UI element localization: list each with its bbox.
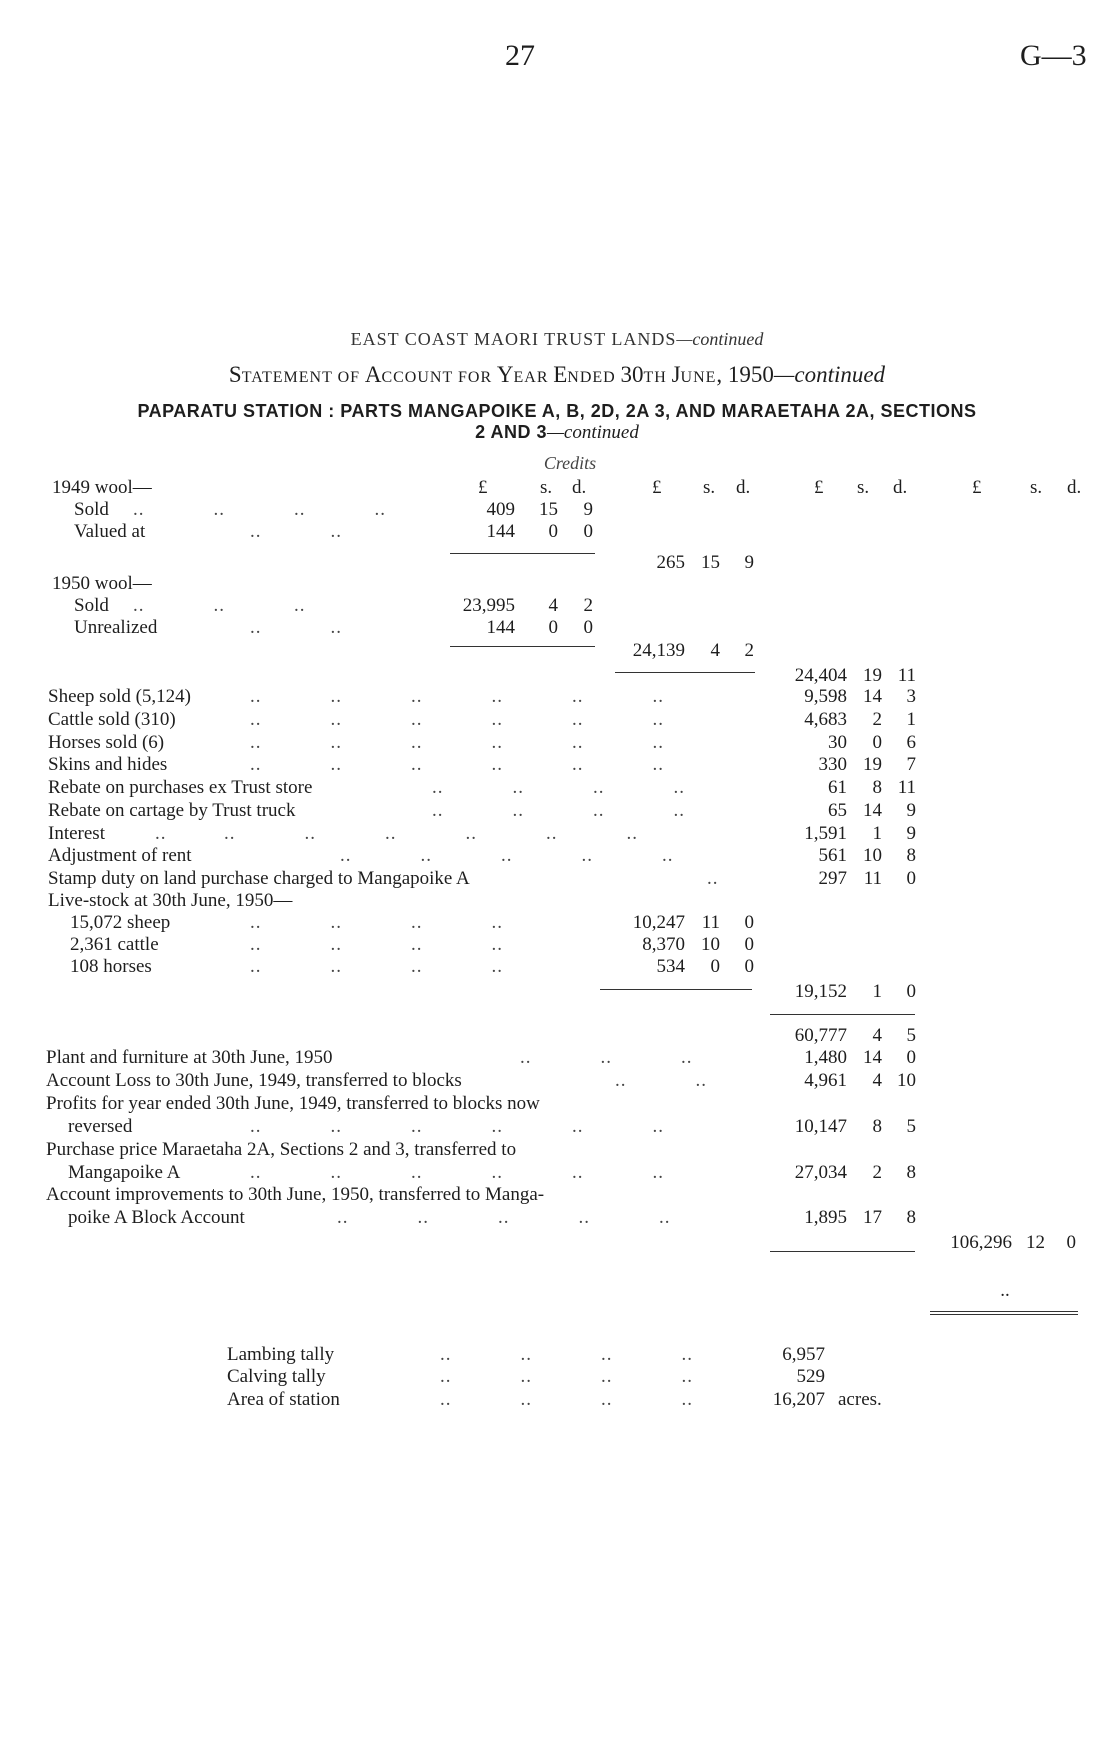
wool-1950-unrealized-label: Unrealized	[74, 617, 158, 638]
wool-1949-label: 1949 wool—	[52, 477, 152, 498]
rule	[770, 1014, 915, 1015]
rule	[770, 1251, 915, 1252]
final-dots: ..	[1000, 1280, 1010, 1301]
title-line-1: EAST COAST MAORI TRUST LANDS—continued	[350, 329, 764, 349]
wool-1950-label: 1950 wool—	[52, 573, 152, 594]
wool-1949-valued-label: Valued at	[74, 521, 146, 542]
wool-1949-sold-label: Sold	[74, 499, 109, 520]
page-number: 27	[505, 39, 535, 72]
rule	[450, 646, 595, 647]
report-code: G—3	[1020, 39, 1087, 72]
wool-1950-sold-label: Sold	[74, 595, 109, 616]
title-line-2: STATEMENT OF ACCOUNT FOR YEAR ENDED 30TH JUNE, 1950—continued	[228, 362, 886, 387]
title-line-4: 2 AND 3—continued	[475, 422, 639, 443]
credits-label: Credits	[543, 453, 597, 473]
rule	[930, 1314, 1078, 1315]
rule	[930, 1311, 1078, 1312]
rule	[450, 553, 595, 554]
livestock-label: Live-stock at 30th June, 1950—	[48, 890, 293, 911]
title-line-3: PAPARATU STATION : PARTS MANGAPOIKE A, B, 2D, 2A 3, AND MARAETAHA 2A, SECTIONS	[137, 401, 977, 421]
rule	[600, 989, 752, 990]
rule	[615, 672, 755, 673]
